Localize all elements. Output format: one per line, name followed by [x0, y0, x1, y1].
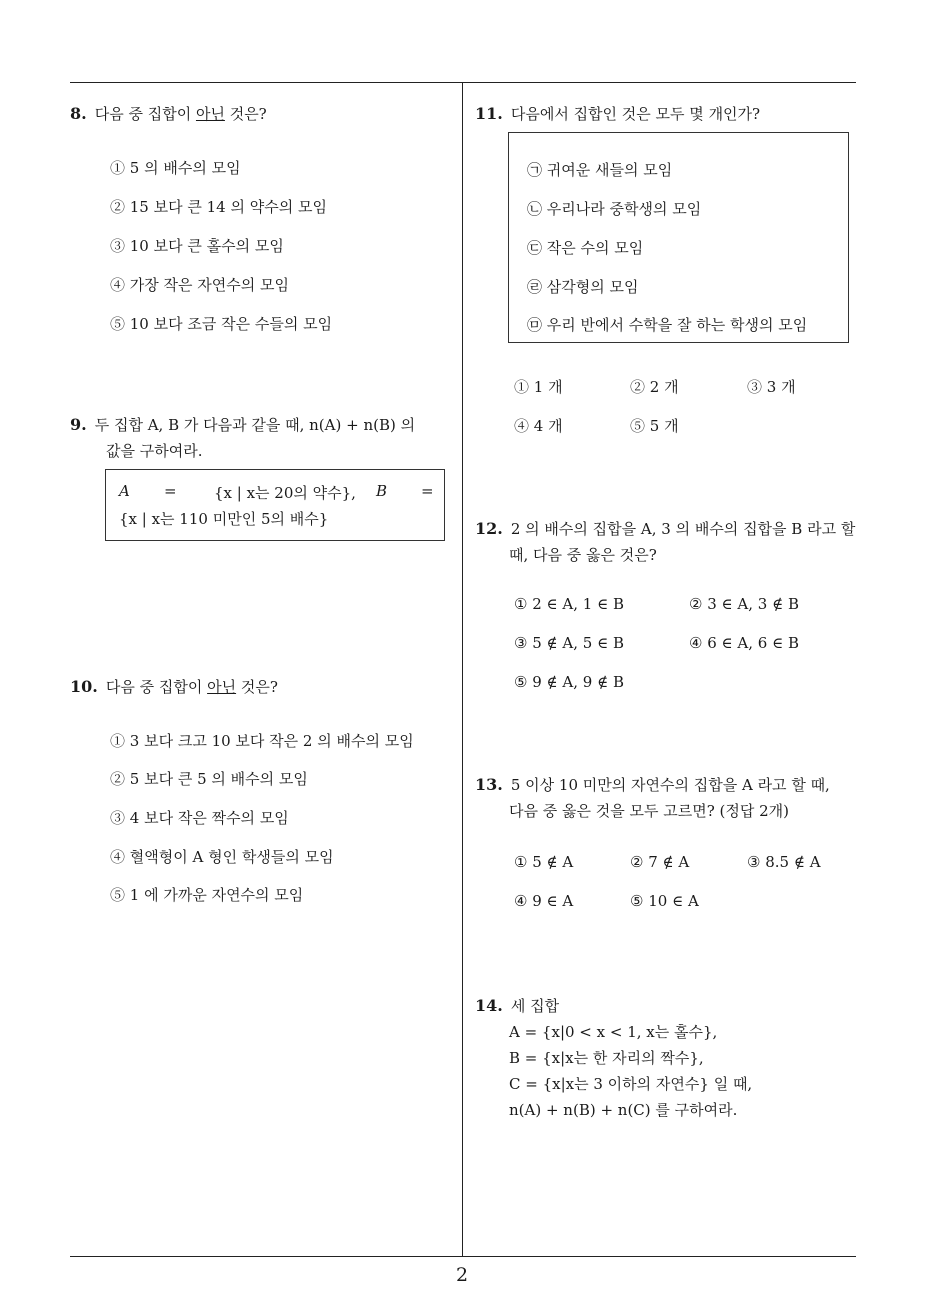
question-13-option-3[interactable]: ③ 8.5 ∉ A [747, 853, 821, 871]
question-11-option-5[interactable]: ⑤ 5 개 [630, 417, 679, 435]
question-13-number: 13. [475, 775, 503, 794]
question-11-option-2[interactable]: ② 2 개 [630, 378, 679, 396]
question-12-option-1[interactable]: ① 2 ∈ A, 1 ∈ B [514, 595, 624, 613]
question-12-option-3[interactable]: ③ 5 ∉ A, 5 ∈ B [514, 634, 624, 652]
question-13-option-4[interactable]: ④ 9 ∈ A [514, 892, 574, 910]
question-8-option-2[interactable]: ② 15 보다 큰 14 의 약수의 모임 [110, 198, 327, 216]
question-8-stem: 8. 다음 중 집합이 아닌 것은? [70, 104, 267, 123]
question-10-underlined: 아닌 [207, 678, 237, 696]
bottom-rule [70, 1256, 856, 1257]
page-number: 2 [456, 1264, 469, 1286]
question-8-option-4[interactable]: ④ 가장 작은 자연수의 모임 [110, 276, 289, 294]
question-10-stem: 10. 다음 중 집합이 아닌 것은? [70, 677, 278, 696]
question-11-option-4[interactable]: ④ 4 개 [514, 417, 563, 435]
question-9-number: 9. [70, 415, 87, 434]
question-8-number: 8. [70, 104, 87, 123]
question-11-item-box [508, 132, 849, 343]
question-12-stem: 12. 2 의 배수의 집합을 A, 3 의 배수의 집합을 B 라고 할 때, 다음 중 옳은 것은? [475, 519, 856, 564]
question-14-number: 14. [475, 996, 503, 1015]
question-12-option-4[interactable]: ④ 6 ∈ A, 6 ∈ B [689, 634, 799, 652]
question-12-number: 12. [475, 519, 503, 538]
question-8-option-1[interactable]: ① 5 의 배수의 모임 [110, 159, 241, 177]
question-10-option-2[interactable]: ② 5 보다 큰 5 의 배수의 모임 [110, 770, 308, 788]
top-rule [70, 82, 856, 83]
question-9-stem: 9. 두 집합 A, B 가 다음과 같을 때, n(A) + n(B) 의 값을 구하여라. [70, 415, 416, 460]
question-14-stem: 14. 세 집합 A = {x|0 < x < 1, x는 홀수}, B = {x|x는 한 자리의 짝수}, C = {x|x는 3 이하의 자연수} 일 때, n(A) + n(B) + n(C) 를 구하여라. [475, 996, 753, 1119]
question-11-stem: 11. 다음에서 집합인 것은 모두 몇 개인가? [475, 104, 761, 123]
question-13-option-5[interactable]: ⑤ 10 ∈ A [630, 892, 699, 910]
question-8-underlined: 아닌 [195, 105, 225, 123]
question-11-item-4: ㉣ 삼각형의 모임 [527, 278, 639, 296]
question-11-item-1: ㉠ 귀여운 새들의 모임 [527, 161, 673, 179]
question-10-option-4[interactable]: ④ 혈액형이 A 형인 학생들의 모임 [110, 848, 334, 866]
question-10-option-1[interactable]: ① 3 보다 크고 10 보다 작은 2 의 배수의 모임 [110, 732, 414, 750]
question-11-item-5: ㉤ 우리 반에서 수학을 잘 하는 학생의 모임 [527, 316, 808, 334]
question-8-option-5[interactable]: ⑤ 10 보다 조금 작은 수들의 모임 [110, 315, 333, 333]
question-13-option-2[interactable]: ② 7 ∉ A [630, 853, 690, 871]
question-11-number: 11. [475, 104, 503, 123]
question-13-stem: 13. 5 이상 10 미만의 자연수의 집합을 A 라고 할 때, 다음 중 옳은 것을 모두 고르면? (정답 2개) [475, 775, 830, 820]
question-10-number: 10. [70, 677, 98, 696]
question-10-option-3[interactable]: ③ 4 보다 작은 짝수의 모임 [110, 809, 289, 827]
question-10-option-5[interactable]: ⑤ 1 에 가까운 자연수의 모임 [110, 886, 304, 904]
question-11-option-1[interactable]: ① 1 개 [514, 378, 563, 396]
question-11-option-3[interactable]: ③ 3 개 [747, 378, 796, 396]
question-11-item-2: ㉡ 우리나라 중학생의 모임 [527, 200, 702, 218]
question-13-option-1[interactable]: ① 5 ∉ A [514, 853, 574, 871]
question-12-option-2[interactable]: ② 3 ∈ A, 3 ∉ B [689, 595, 799, 613]
question-12-option-5[interactable]: ⑤ 9 ∉ A, 9 ∉ B [514, 673, 624, 691]
question-11-item-3: ㉢ 작은 수의 모임 [527, 239, 644, 257]
column-divider [462, 82, 463, 1256]
question-9-set-box: A = {x | x는 20의 약수}, B = {x | x는 110 미만인 5의 배수} [105, 469, 445, 541]
question-8-option-3[interactable]: ③ 10 보다 큰 홀수의 모임 [110, 237, 284, 255]
